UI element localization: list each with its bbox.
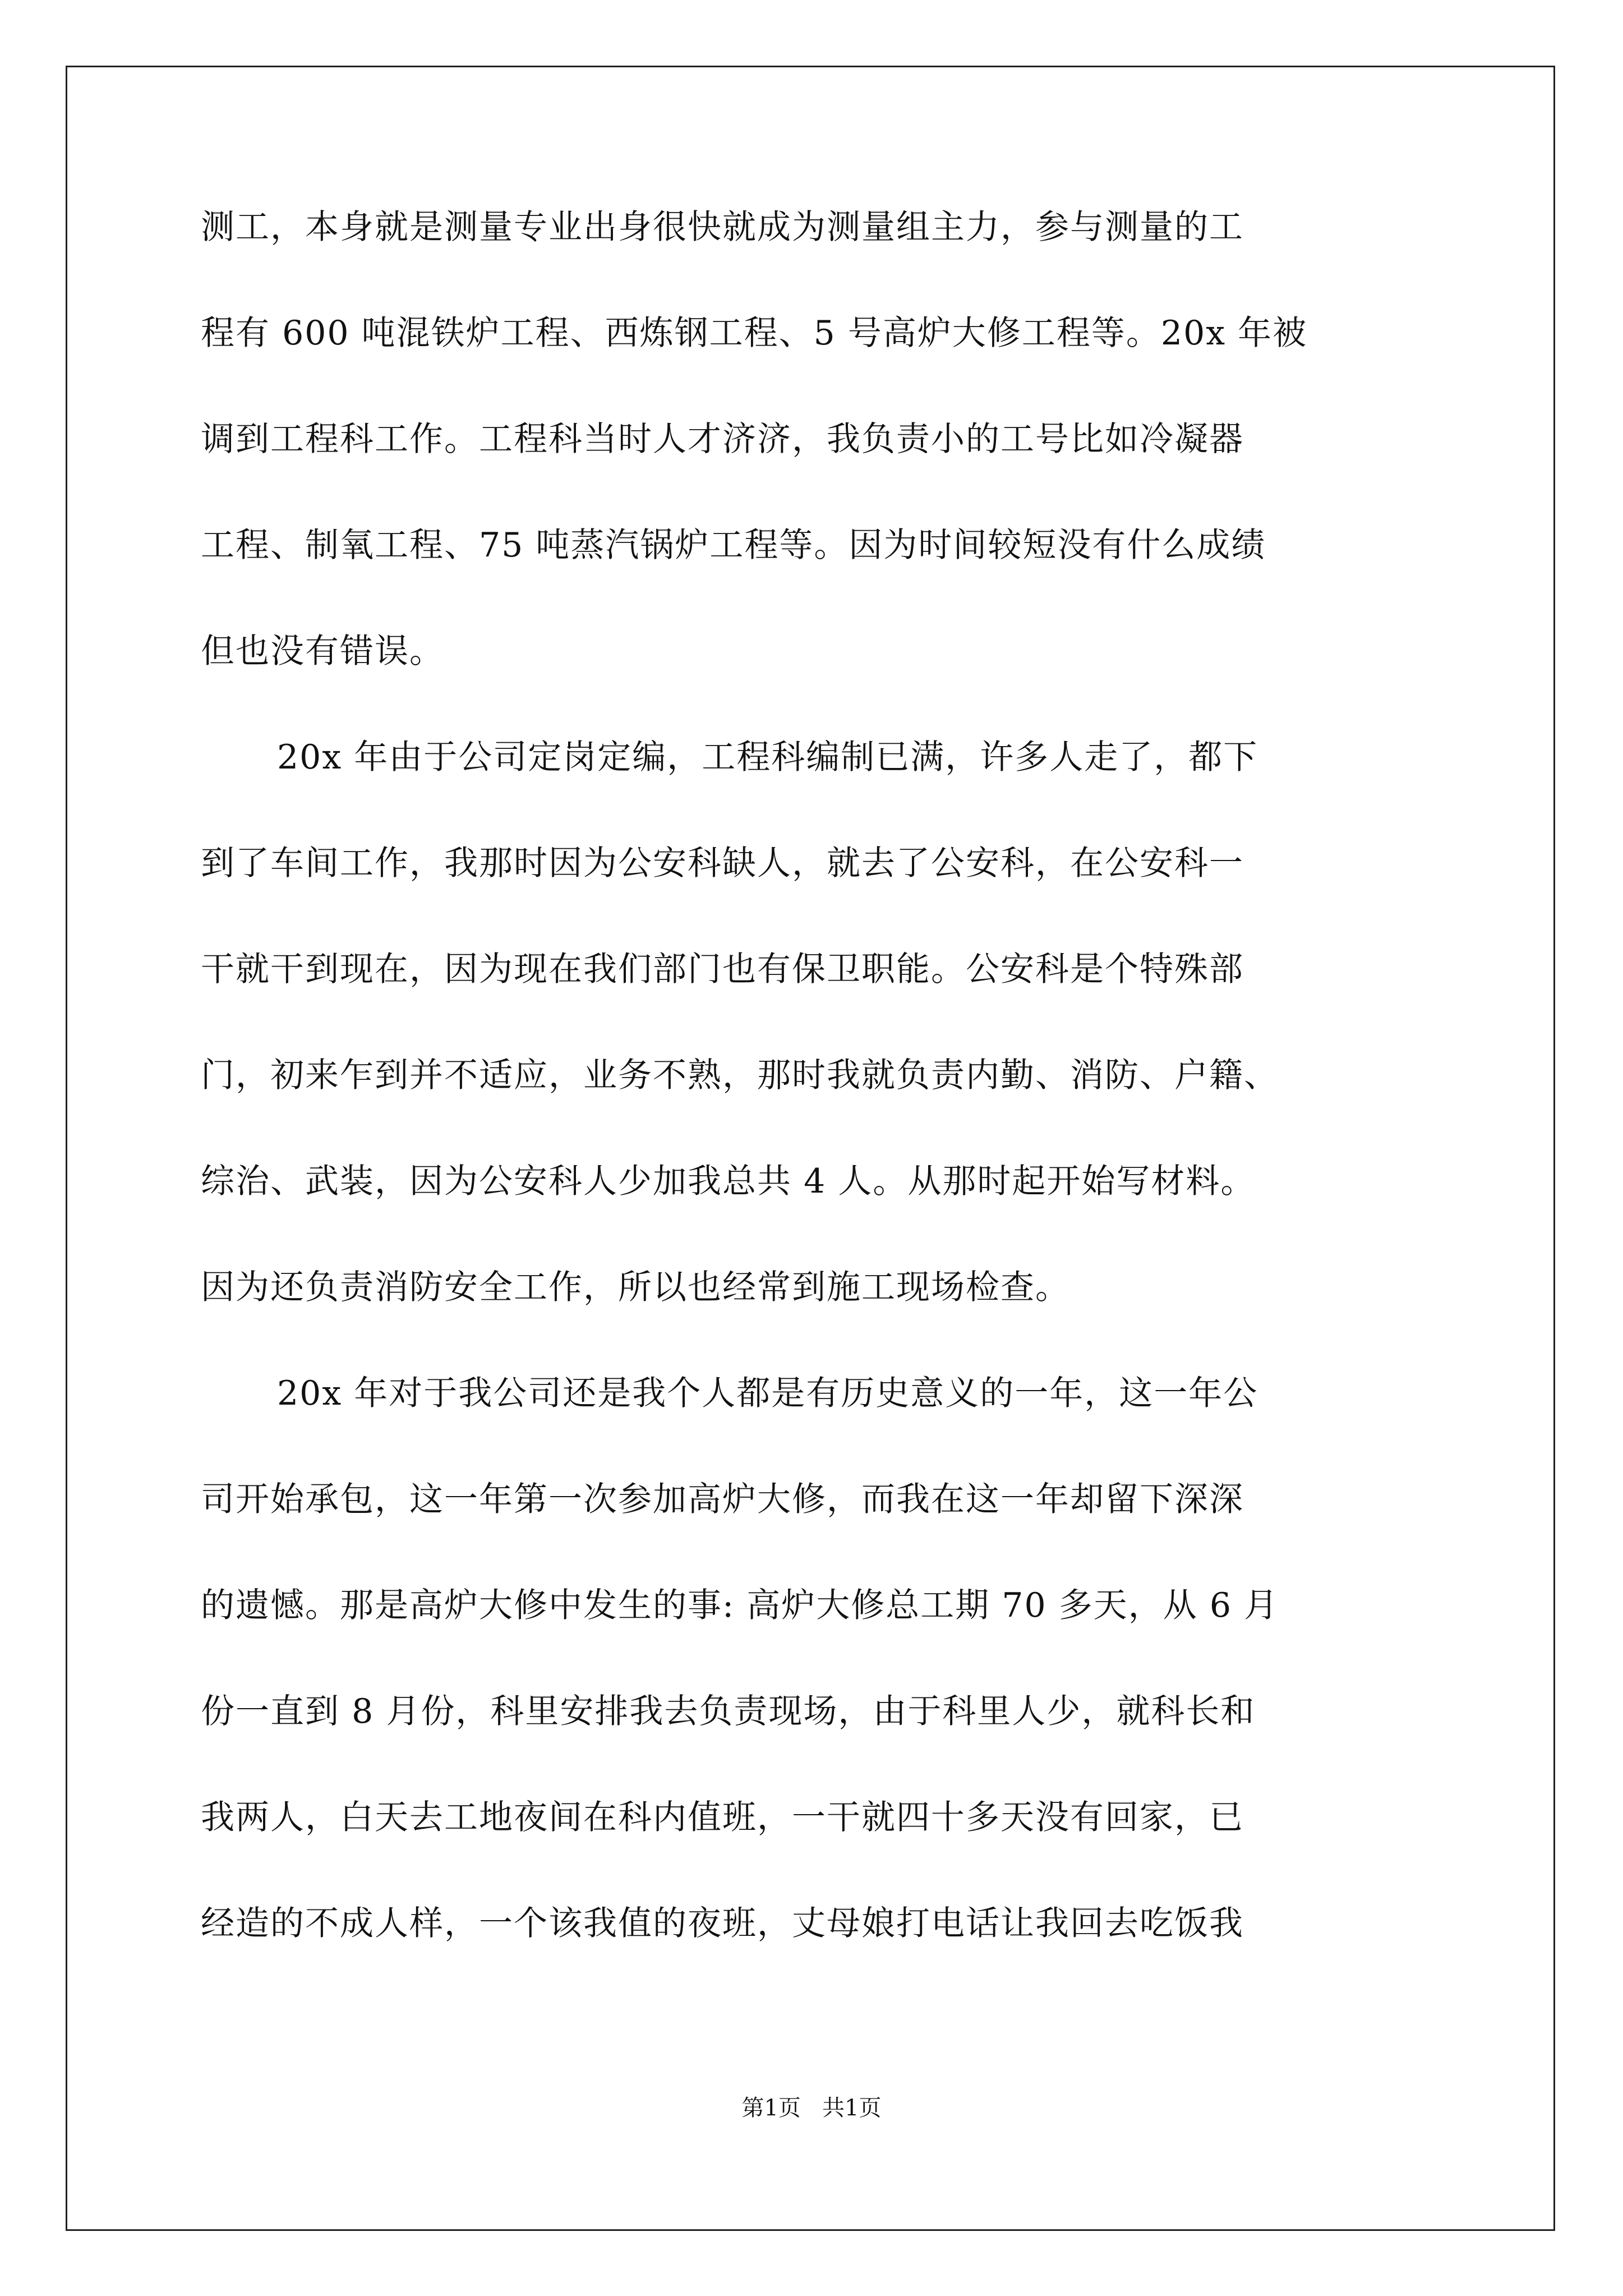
text-line: 工程、制氧工程、75 吨蒸汽锅炉工程等。因为时间较短没有什么成绩 (201, 526, 1266, 565)
text-line: 测工，本身就是测量专业出身很快就成为测量组主力，参与测量的工 (201, 208, 1244, 247)
text-line: 调到工程科工作。工程科当时人才济济，我负责小的工号比如冷凝器 (201, 420, 1244, 459)
text-line: 我两人，白天去工地夜间在科内值班，一干就四十多天没有回家，已 (201, 1798, 1244, 1837)
text-line: 因为还负责消防安全工作，所以也经常到施工现场检查。 (201, 1268, 1070, 1307)
text-line: 到了车间工作，我那时因为公安科缺人，就去了公安科，在公安科一 (201, 844, 1244, 883)
page-footer: 第1页 共1页 (741, 2095, 882, 2121)
document-body (201, 199, 1429, 2001)
paragraph-start-line: 20x 年对于我公司还是我个人都是有历史意义的一年，这一年公 (277, 1374, 1258, 1413)
text-line: 干就干到现在，因为现在我们部门也有保卫职能。公安科是个特殊部 (201, 950, 1244, 989)
text-line: 但也没有错误。 (201, 632, 444, 671)
paragraph-start-line: 20x 年由于公司定岗定编，工程科编制已满，许多人走了，都下 (277, 738, 1258, 777)
text-line: 的遗憾。那是高炉大修中发生的事: 高炉大修总工期 70 多天，从 6 月 (201, 1586, 1279, 1625)
text-line: 司开始承包，这一年第一次参加高炉大修，而我在这一年却留下深深 (201, 1480, 1244, 1519)
text-line: 门，初来乍到并不适应，业务不熟，那时我就负责内勤、消防、户籍、 (201, 1056, 1279, 1095)
text-line: 份一直到 8 月份，科里安排我去负责现场，由于科里人少，就科长和 (201, 1692, 1256, 1731)
text-line: 经造的不成人样，一个该我值的夜班，丈母娘打电话让我回去吃饭我 (201, 1904, 1244, 1943)
text-line: 程有 600 吨混铁炉工程、西炼钢工程、5 号高炉大修工程等。20x 年被 (201, 314, 1308, 353)
text-line: 综治、武装，因为公安科人少加我总共 4 人。从那时起开始写材料。 (201, 1162, 1256, 1201)
